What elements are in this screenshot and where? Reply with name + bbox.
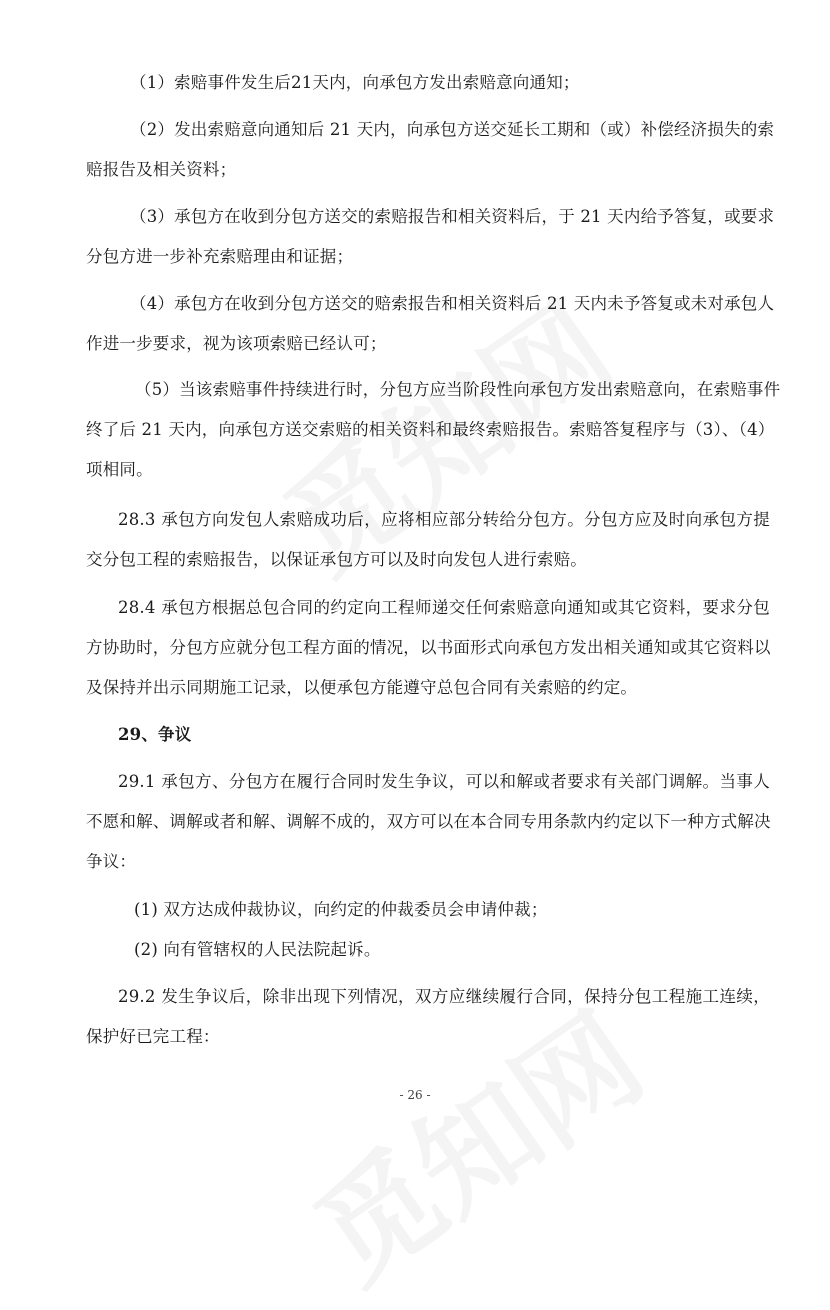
dispute-option-2: (2) 向有管辖权的人民法院起诉。	[134, 940, 381, 959]
clause-item-2-line2: 赔报告及相关资料；	[86, 160, 237, 179]
clause-item-3-line1: （3）承包方在收到分包方送交的索赔报告和相关资料后，于 21 天内给予答复，或要求	[130, 207, 775, 226]
clause-item-5-line2: 终了后 21 天内，向承包方送交索赔的相关资料和最终索赔报告。索赔答复程序与（3）、（4）	[86, 420, 775, 439]
clause-29-2-line2: 保护好已完工程：	[86, 1027, 220, 1046]
clause-29-1-line3: 争议：	[86, 852, 137, 871]
clause-item-2-line1: （2）发出索赔意向通知后 21 天内，向承包方送交延长工期和（或）补偿经济损失的索	[130, 120, 775, 139]
section-heading-dispute: 29、争议	[118, 725, 192, 744]
page-number: - 26 -	[399, 1088, 431, 1102]
clause-item-4-line2: 作进一步要求，视为该项索赔已经认可；	[86, 334, 387, 353]
clause-29-2-line1: 29.2 发生争议后，除非出现下列情况，双方应继续履行合同，保持分包工程施工连续，	[118, 987, 770, 1006]
clause-28-3-line1: 28.3 承包方向发包人索赔成功后，应将相应部分转给分包方。分包方应及时向承包方提	[118, 510, 770, 529]
dispute-option-1: (1) 双方达成仲裁协议，向约定的仲裁委员会申请仲裁；	[134, 900, 548, 919]
clause-item-5-line3: 项相同。	[86, 460, 153, 479]
clause-item-4-line1: （4）承包方在收到分包方送交的赔索报告和相关资料后 21 天内未予答复或未对承包人	[130, 294, 775, 313]
clause-28-4-line3: 及保持并出示同期施工记录，以便承包方能遵守总包合同有关索赔的约定。	[86, 678, 638, 697]
clause-28-4-line2: 方协助时，分包方应就分包工程方面的情况，以书面形式向承包方发出相关通知或其它资料以	[86, 638, 771, 657]
watermark-bottom	[298, 998, 662, 1303]
clause-item-3-line2: 分包方进一步补充索赔理由和证据；	[86, 247, 354, 266]
clause-29-1-line1: 29.1 承包方、分包方在履行合同时发生争议，可以和解或者要求有关部门调解。当事人	[118, 772, 770, 791]
clause-item-5-line1: （5）当该索赔事件持续进行时，分包方应当阶段性向承包方发出索赔意向，在索赔事件	[135, 380, 781, 399]
clause-28-4-line1: 28.4 承包方根据总包合同的约定向工程师递交任何索赔意向通知或其它资料，要求分包	[118, 598, 770, 617]
clause-29-1-line2: 不愿和解、调解或者和解、调解不成的，双方可以在本合同专用条款内约定以下一种方式解决	[86, 812, 771, 831]
clause-28-3-line2: 交分包工程的索赔报告，以保证承包方可以及时向发包人进行索赔。	[86, 550, 587, 569]
clause-item-1: （1）索赔事件发生后21天内，向承包方发出索赔意向通知；	[130, 73, 580, 92]
